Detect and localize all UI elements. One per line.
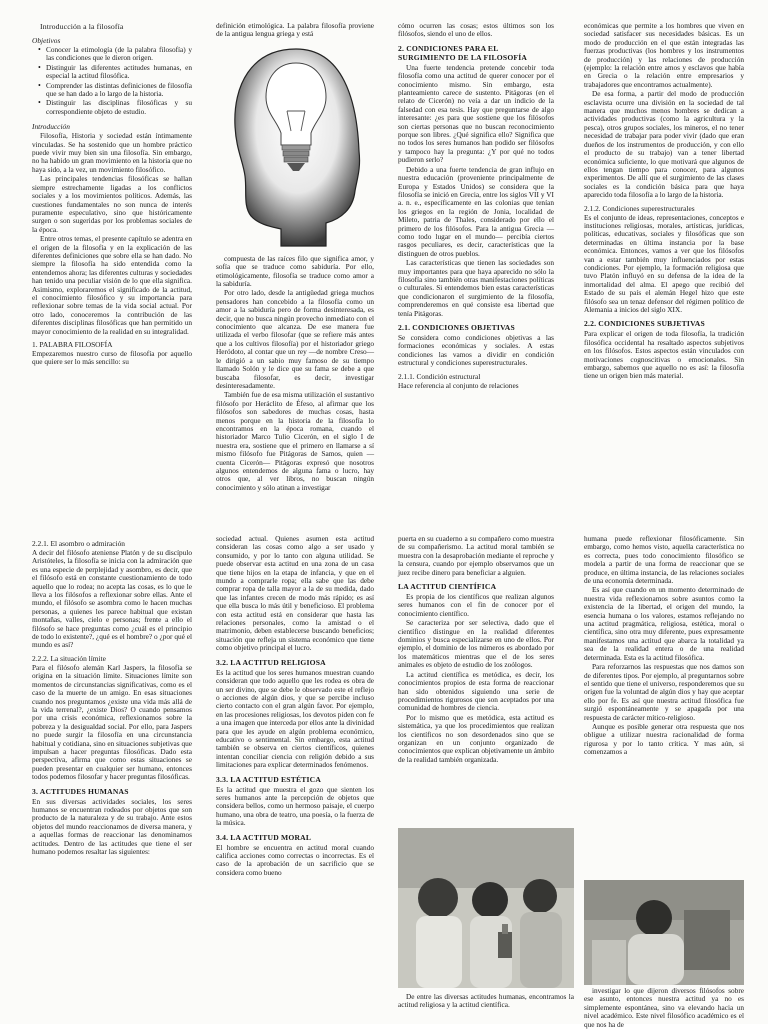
section-3-3-title: 3.3. LA ACTITUD ESTÉTICA [216,774,322,784]
closing-text: investigar lo que dijeron diversos filósofos sobre ese asunto, entonces nuestra actitud ya no es simplemente espontánea, sino va elevando hacia un nivel académico. Este nivel filosófico académico es el que nos ha de [584,986,744,1029]
section-2-2-2-title: 2.2.2. La situación límite [32,653,106,663]
body-paragraph: De esa forma, a partir del modo de producción esclavista ocurre una división en la sociedad de tal manera que muchos menos hombres se dedican a actividades productivas (como la agricultura y la pesca), otros grupos sociales, los mineros, el no tener necesidad de trabajar para poder vivir (dado que eran dueños de los instrumentos de producción, y con ello el producto de su trabajo) van a tener libertad económica suficiente, lo que motivará que algunos de ellos tengan tiempo para conocer, para algunos experimentos. De allí que el surgimiento de las clases sociales es la condición básica para que haya aparecido toda filosofía a lo largo de la historia. [584,89,744,200]
body-paragraph: Es así que cuando en un momento determinado de nuestra vida reflexionamos sobre asuntos como la existencia de la libertad, el origen del mundo, la esencia humana o los valores, estamos reflejando no una actitud pragmática, religiosa, estética, moral o científica, sino otra muy diferente, pues expresamente manifestamos una actitud que abarca la totalidad ya sea de la realidad entera o de una realidad determinada. Esta es la actitud filosófica. [584,585,744,662]
section-2-1-title: 2.1. CONDICIONES OBJETIVAS [398,323,515,332]
body-paragraph: compuesta de las raíces filo que significa amor, y sofía que se traduce como sabiduría. Por ello, etimológicamente, filosofía se traduce como amor a la sabiduría. [216,253,374,289]
section-3-3-text: Es la actitud que muestra el gozo que sienten los seres humanos ante la percepción de objetos que considera bellos, como un hermoso paisaje, el cuerpo humano, una obra de teatro, una poesía, o la fuerza de la música. [216,784,374,828]
objective-item: • Comprender las distintas definiciones de filosofía que se han dado a lo largo de la historia. [46,82,192,99]
body-paragraph: Por lo mismo que es metódica, esta actitud es sistemática, ya que los procedimientos que realizan los científicos no son desordenados sino que se organizan en un conjunto organizado de conocimientos que explican objetivamente un ámbito de la realidad también organizada. [398,712,554,764]
moral-continuation-text: puerta en su cuaderno a su compañero como muestra de su compañerismo. La actitud moral también se muestra con la desaprobación mediante el reproche y la censura, cuando por ejemplo observamos que un juez recibe dinero para beneficiar a alguien. [398,534,554,577]
section-2-1-2-text: Es el conjunto de ideas, representaciones, conceptos e instituciones religiosas, morales, artísticas, jurídicas, políticas, educativas, sociales y filosóficas que son determinadas en última instancia por la base económica. Entonces, vamos a ver que los filósofos van a estar también muy influenciados por estas condiciones. Por ejemplo, la formación religiosa que tuvo Platón influyó en su defensa de la idea de la inmortalidad del alma. El apego que recibió del Estado de su país el alemán Hegel hizo que este filósofo sea un tenaz defensor del régimen político de Alemania a inicios del siglo XIX. [584,212,744,314]
objective-item: • Distinguir las disciplinas filosóficas y su correspondiente objeto de estudio. [46,99,192,116]
section-3-2-text: Es la actitud que los seres humanos muestran cuando consideran que todo aquello que les rodea es obra de un ser divino, que se debe le observado este el reflejo o acciones de algún dios, y que se percibe incluso cierto contacto con el gran algún favor. Por ejemplo, en las procesiones religiosas, los devotos piden con fe a una imagen que interceda por ellos ante la divinidad para que les ayude en algún problema económico, educativo o sentimental. Sin embargo, esta actitud también se observa en ciertos científicos, quienes intentan conciliar ciencia con religión debido a sus limitaciones para explicar determinados fenómenos. [216,667,374,770]
top-column-3 [398,22,554,522]
top-column-1 [32,22,192,522]
objective-item: • Conocer la etimología (de la palabra filosofía) y las condiciones que le dieron origen. [46,46,192,63]
section-3-text: En sus diversas actividades sociales, los seres humanos se encuentran rodeados por objetos que son producto de la naturaleza y de su trabajo. Ante estos objetos del mundo reaccionamos de diversa manera, y a aquellas formas de reaccionar las denominamos actitudes. Dentro de las actitudes que tiene el ser humano podemos resaltar las siguientes: [32,796,192,856]
section-2-2-text: Para explicar el origen de toda filosofía, la tradición filosófica occidental ha resaltado aspectos subjetivos en los filósofos. Estos aspectos están vinculados con motivaciones cognoscitivas o emocionales. Sin embargo, sabemos que aquello no es así: la filosofía tiene un origen bien más material. [584,329,744,381]
top-column-2 [216,22,374,522]
intro-paragraph: Las principales tendencias filosóficas se hallan siempre estrechamente ligadas a los conflictos sociales y a los movimientos políticos. Además, las cuestiones fundamentales no son nunca de interés puramente especulativo, sino que históricamente surgen o son sugeridas por los problemas sociales de la época. [32,174,192,234]
section-2-1-text: Se considera como condiciones objetivas a las formaciones económicas y sociales. A estas condiciones las vamos a dividir en condición estructural y condiciones superestructurales. [398,333,554,368]
continuation-text: cómo ocurren las cosas; estos últimos son los filósofos, siendo el uno de ellos. [398,21,554,39]
body-paragraph: Debido a una fuerte tendencia de gran influjo en nuestra educación (proveniente principalmente de Europa y Estados Unidos) se considera que la filosofía se inició en Grecia, entre los siglos VII y VI a. n. e., específicamente en las colonias que tenían los griegos en la región de Jonia, localidad de Mileto, patria de Thales, considerado por ello el primero de los filósofos. Para la antigua Grecia —como todo lugar en el mundo— percibía ciertos rasgos peculiares, es decir, características que la distinguen de otros pueblos. [398,164,554,258]
objective-item: • Distinguir las diferentes actitudes humanas, en especial la actitud filosófica. [46,64,192,81]
etymology-text: definición etimológica. La palabra filosofía proviene de la antigua lengua griega y está [216,21,374,39]
body-paragraph: Una fuerte tendencia pretende concebir toda filosofía como una actitud de querer conocer por el conocimiento mismo. Sin embargo, esta planteamiento carece de sustento. Pitágoras (en el relato de Cicerón) no veía a dar un indicio de la falsedad con esa tesis. Hay que preguntarse de algo interesante: ¿es para que sostiene que los filósofos son ciertas personas que no buscan reconocimiento porque son libres. ¿Qué significa ello? Significa que no todos los seres humanos han podido ser filósofos y tampoco hay la pregunta: ¿Y por qué no todos pudieron serlo? [398,62,554,165]
section-1-text: Empezaremos nuestro curso de filosofía por aquello que quiere ser lo más sencillo: su [32,349,192,367]
section-3-4-text: El hombre se encuentra en actitud moral cuando califica acciones como correctas o incorrectas. Es el caso de la aprobación de un sacrificio que se considera como bueno [216,842,374,877]
body-paragraph: Aunque es posible generar otra respuesta que nos obligue a utilizar nuestra racionalidad de forma rigurosa y por lo tanto crítica. Y mas aún, si comenzamos a [584,721,744,757]
section-3-4-title: 3.4. LA ACTITUD MORAL [216,832,312,842]
body-paragraph: Se caracteriza por ser selectiva, dado que el científico distingue en la realidad diferentes dominios y busca especializarse en uno de ellos. Por ejemplo, el dominio de los números es abordado por los matemáticos mientras que el de los seres animales es objeto de estudio de los zoólogos. [398,618,554,670]
body-paragraph: Las características que tienen las sociedades son muy importantes para que haya aparecido no sólo la filosofía sino también otras manifestaciones políticas o culturales. Si entendemos bien estas características que condicionaron el surgimiento de la filosofía, comprenderemos en qué consiste esa libertad que tenía Pitágoras. [398,258,554,318]
body-paragraph: También fue de esa misma utilización el sustantivo filósofo por Heráclito de Éfeso, al afirmar que los filósofos son sabedores de muchas cosas, hasta menos porque en la historia de la filosofía lo encontramos en la época romana, cuando el historiador Marco Tulio Cicerón, en el siglo I de nuestra era, sostiene que el primero en llamarse a sí mismo filósofo fue Pitágoras de Samos, quien —cuenta Cicerón— Pitágoras expresó que nosotros algunos entendemos de alguna fama o lucro, hay otros que, al ver libros, no buscan ningún conocimiento y sólo atinan a investigar [216,390,374,492]
section-3-2-title: 3.2. LA ACTITUD RELIGIOSA [216,657,326,667]
pragmatic-attitude-text: sociedad actual. Quienes asumen esta actitud consideran las cosas como algo a ser usado y consumido, y por lo tanto con alguna utilidad. Se puede observar esta actitud en una zona de un casa que tiene hijos en la etapa de infancia, y que en el mundo a comprarle ropa; ella sabe que las debe comprar ropa de talla mayor a la de su medida, dado que las infantes crecen de modo más rápido; es así que ella busca lo más útil y beneficioso. El problema con esta actitud está en considerar que hasta las relaciones personales, como la amistad o el matrimonio, deben establecerse buscando beneficios; situación que refleja un sistema económico que tiene como objetivo principal el lucro. [216,534,374,653]
section-2-1-2-title: 2.1.2. Condiciones superestructurales [584,203,695,213]
intro-paragraph: Filosofía, Historia y sociedad están íntimamente vinculadas. Se ha sostenido que un hombre práctico puede vivir muy bien sin una filosofía. Sin embargo, no ha habido un gran movimiento en la historia que no haya sido, a la vez, un movimiento filosófico. [32,131,192,174]
body-paragraph: Es propia de los científicos que realizan algunos seres humanos con el fin de conocer por el conocimiento científico. [398,592,554,618]
body-paragraph: humana puede reflexionar filosóficamente. Sin embargo, como hemos visto, aquella característica no es correcta, pues todo conocimiento filosófico se modela a partir de una forma de reaccionar que se produce, en última instancia, de las relaciones sociales de una economía determinada. [584,534,744,586]
photo-caption: De entre las diversas actitudes humanas, encontramos la actitud religiosa y la actitud científica. [398,992,574,1010]
section-2-2-1-text: A decir del filósofo ateniense Platón y de su discípulo Aristóteles, la filosofía se inicia con la admiración que es una especie de perplejidad y asombro, es decir, que el filósofo está en constante cuestionamiento de todo aquello que lo rodea; no acepta las cosas, es lo que le lleva a los filósofos a reflexionar sobre ellas. Ante el mundo, el filósofo se asombra como le hacen muchas personas, a quienes les parece habitual que existan montañas, valles, cielo e personas; frente a ello el filósofo se hace preguntas como ¿cuál es el principio de todo lo existente?, ¿qué es el hombre? o ¿por qué el mundo es así? [32,548,192,650]
students-photo-icon [398,828,574,988]
section-2-title: 2. CONDICIONES PARA EL SURGIMIENTO DE LA FILOSOFÍA [398,43,528,62]
section-2-2-1-title: 2.2.1. El asombro o admiración [32,539,125,548]
section-2-1-1-text: Hace referencia al conjunto de relaciones [398,380,519,390]
body-paragraph: La actitud científica es metódica, es decir, los conocimientos propios de esta forma de reaccionar han sido obtenidos siguiendo una serie de procedimientos rigurosos que son aceptados por una comunidad de hombres de ciencia. [398,669,554,713]
body-paragraph: económicas que permite a los hombres que viven en sociedad satisfacer sus necesidades básicas. Es un modo de producción en el que están integradas las fuerzas productivas (los hombres y los instrumentos de producción) y las relaciones de producción (ejemplo: la relación entre amos y esclavos que había en Grecia o la relación entre empresarios y trabajadores que encontramos actualmente). [584,21,744,89]
scientific-attitude-title: LA ACTITUD CIENTÍFICA [398,582,497,592]
philosopher-photo [584,880,744,985]
head-lightbulb-illustration [216,41,376,251]
chapter-heading: Introducción a la filosofía [40,22,124,31]
students-photo [398,828,574,988]
objectives-label: Objetivos [32,36,61,45]
body-paragraph: Por otro lado, desde la antigüedad griega muchos pensadores han concebido a la filosofía como un amor a la sabiduría pero de forma desinteresada, es decir, que no busca ningún provecho inmediato con el conocimiento que alcanza. De ese manera fue utilizada el verbo filosofar (que se refiere más antes que a los cultivos filosofía) por el historiador griego Heródoto, al contar que un rey —de nombre Creso— le dirigió a un sabio muy famoso de su tiempo llamado Solón y le dice que su fama se debe a que buscaba filosofar, es decir, investigar desinteresadamente. [216,288,374,390]
introduction-label: Introducción [32,122,70,132]
section-2-2-2-text: Para el filósofo alemán Karl Jaspers, la filosofía se origina en la situación límite. Situaciones límite son momentos de circunstancias significativas, como es el caso de la muerte de un amigo. En esas situaciones cuando nos preguntamos ¿existe una vida más allá de la vida terrenal?, ¿existe Dios? O cuando pensamos por una crisis económica, reflexionamos sobre la pobreza y la desigualdad social. Por ello, para Jaspers no puede surgir la filosofía en una circunstancia habitual y cotidiana, sino en situaciones subjetivas que impulsan a hacer preguntas filosóficas. Dado esta perspectiva, afirma que como estas situaciones se pueden presentar en cualquier ser humano, entonces todos podemos filosofar y hacer preguntas filosóficas. [32,662,192,782]
bottom-column-1 [32,535,192,1024]
section-3-title: 3. ACTITUDES HUMANAS [32,786,129,796]
objectives-list [46,46,192,116]
body-paragraph: Para reforzarnos las respuestas que nos damos son de diferentes tipos. Por ejemplo, al preguntarnos sobre el sentido que tiene el universo, responderemos que su origen fue la voluntad de algún dios y hay que aceptar ello por fe. Es así que nuestra actitud filosófica fue surgió espontáneamente y se apagada por una respuesta de carácter mítico-religioso. [584,662,744,722]
section-2-1-1-title: 2.1.1. Condición estructural [398,371,481,381]
top-column-4 [584,22,744,522]
bottom-column-2 [216,535,374,1024]
section-1-title: 1. PALABRA FILOSOFÍA [32,340,113,349]
intro-paragraph: Entre otros temas, el presente capítulo se adentra en el origen de la filosofía y en la explicación de las diferentes definiciones que sobre ella se han dado. No siempre la filosofía ha sido entendida como la entendemos ahora; las diferentes culturas y sociedades han tenido una peculiar visión de lo que ella significa. Asimismo, exploraremos el significado de la actitud, el conocimiento filosófico y su importancia para reflexionar sobre temas de la vida social actual. Por otro lado, conoceremos la contribución de las diferentes disciplinas filosóficas que han permitido un mayor conocimiento de la realidad en su integralidad. [32,234,192,336]
head-with-lightbulb-icon [221,41,371,251]
philosopher-photo-icon [584,880,744,985]
section-2-2-title: 2.2. CONDICIONES SUBJETIVAS [584,319,705,329]
